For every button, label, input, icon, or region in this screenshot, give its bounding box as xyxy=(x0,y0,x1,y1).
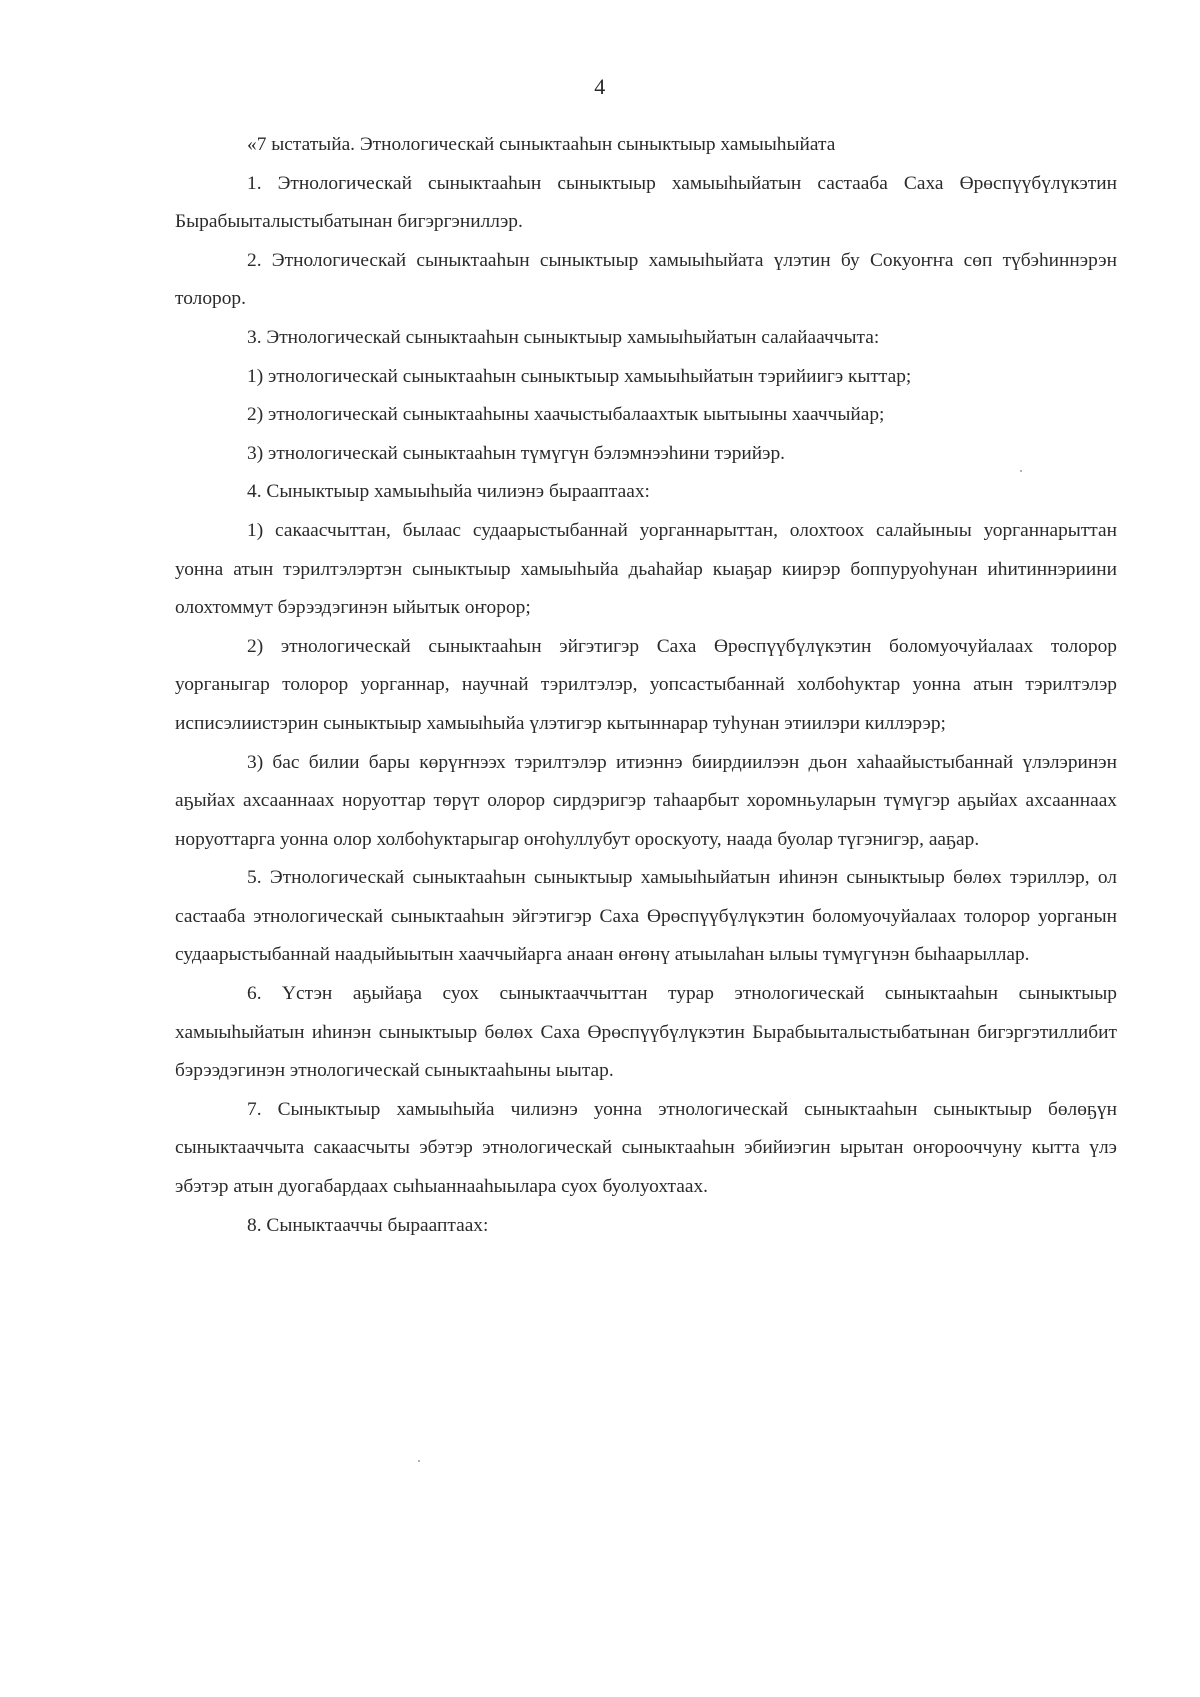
paragraph: 3. Этнологическай сыныктааһын сыныктыыр хамыыһыйатын салайааччыта: xyxy=(247,326,880,348)
paragraph: 8. Сыныктааччы бырааптаах: xyxy=(247,1214,489,1236)
scan-speck xyxy=(418,1460,420,1462)
page-number: 4 xyxy=(594,74,606,99)
scan-speck xyxy=(1020,470,1022,472)
document-body xyxy=(175,126,1117,1245)
list-item: 1) сакаасчыттан, былаас судаарыстыбаннай уорганнарыттан, олохтоох салайыныы уорганнарыттан уонна атын тэрилтэлэртэн сыныктыыр хамыыһыйа дьаһайар кыаҕар киирэр боппуруоһунан иһитиннэриини олохтоммут бэрээдэгинэн ыйытык оҥорор; xyxy=(175,519,1117,619)
paragraph: 1. Этнологическай сыныктааһын сыныктыыр хамыыһыйатын састааба Саха Өрөспүүбүлүкэтин Бырабыыталыстыбатынан бигэргэниллэр. xyxy=(175,172,1117,233)
list-item: 3) бас билии бары көрүҥнээх тэрилтэлэр итиэннэ биирдиилээн дьон хаһаайыстыбаннай үлэлэринэн аҕыйах ахсааннаах норуоттар төрүт олорор сирдэригэр таһаарбыт хоромньуларын түмүгэр аҕыйах ахсааннаах норуоттарга уонна олор холбоһуктарыгар оҥоһуллубут ороскуоту, наада буолар түгэнигэр, ааҕар. xyxy=(175,751,1117,850)
paragraph: 7. Сыныктыыр хамыыһыйа чилиэнэ уонна этнологическай сыныктааһын сыныктыыр бөлөҕүн сыныктааччыта сакаасчыты эбэтэр этнологическай сыныктааһын эбийиэгин ырытан оҥорооччуну кытта үлэ эбэтэр атын дуогабардаах сыһыаннааһыылара суох буолуохтаах. xyxy=(175,1098,1117,1198)
list-item: 2) этнологическай сыныктааһын эйгэтигэр Саха Өрөспүүбүлүкэтин боломуочуйалаах толорор уорганыгар толорор уорганнар, научнай тэрилтэлэр, уопсастыбаннай холбоһуктар уонна атын тэрилтэлэр исписэлиистэрин сыныктыыр хамыыһыйа үлэтигэр кытыннарар туһунан этиилэри киллэрэр; xyxy=(175,635,1117,734)
list-item: 3) этнологическай сыныктааһын түмүгүн бэлэмнээһини тэрийэр. xyxy=(247,442,786,464)
list-item: 1) этнологическай сыныктааһын сыныктыыр хамыыһыйатын тэрийиигэ кыттар; xyxy=(247,365,912,387)
paragraph: 4. Сыныктыыр хамыыһыйа чилиэнэ бырааптаах: xyxy=(247,481,650,503)
article-heading: «7 ыстатыйа. Этнологическай сыныктааһын сыныктыыр хамыыһыйата xyxy=(247,134,836,155)
paragraph: 2. Этнологическай сыныктааһын сыныктыыр хамыыһыйата үлэтин бу Сокуоҥҥа сөп түбэһиннэрэн толорор. xyxy=(175,249,1117,310)
paragraph: 6. Үстэн аҕыйаҕа суох сыныктааччыттан турар этнологическай сыныктааһын сыныктыыр хамыыһыйатын иһинэн сыныктыыр бөлөх Саха Өрөспүүбүлүкэтин Бырабыыталыстыбатынан бигэргэтиллибит бэрээдэгинэн этнологическай сыныктааһыны ыытар. xyxy=(175,983,1117,1082)
paragraph: 5. Этнологическай сыныктааһын сыныктыыр хамыыһыйатын иһинэн сыныктыыр бөлөх тэриллэр, ол састааба этнологическай сыныктааһын эйгэтигэр Саха Өрөспүүбүлүкэтин боломуочуйалаах толорор уорганын судаарыстыбаннай наадыйыытын хааччыйарга анаан өҥөнү атыылаһан ылыы түмүгүнэн быһаарыллар. xyxy=(175,867,1117,966)
list-item: 2) этнологическай сыныктааһыны хаачыстыбалаахтык ыытыыны хааччыйар; xyxy=(247,404,885,426)
